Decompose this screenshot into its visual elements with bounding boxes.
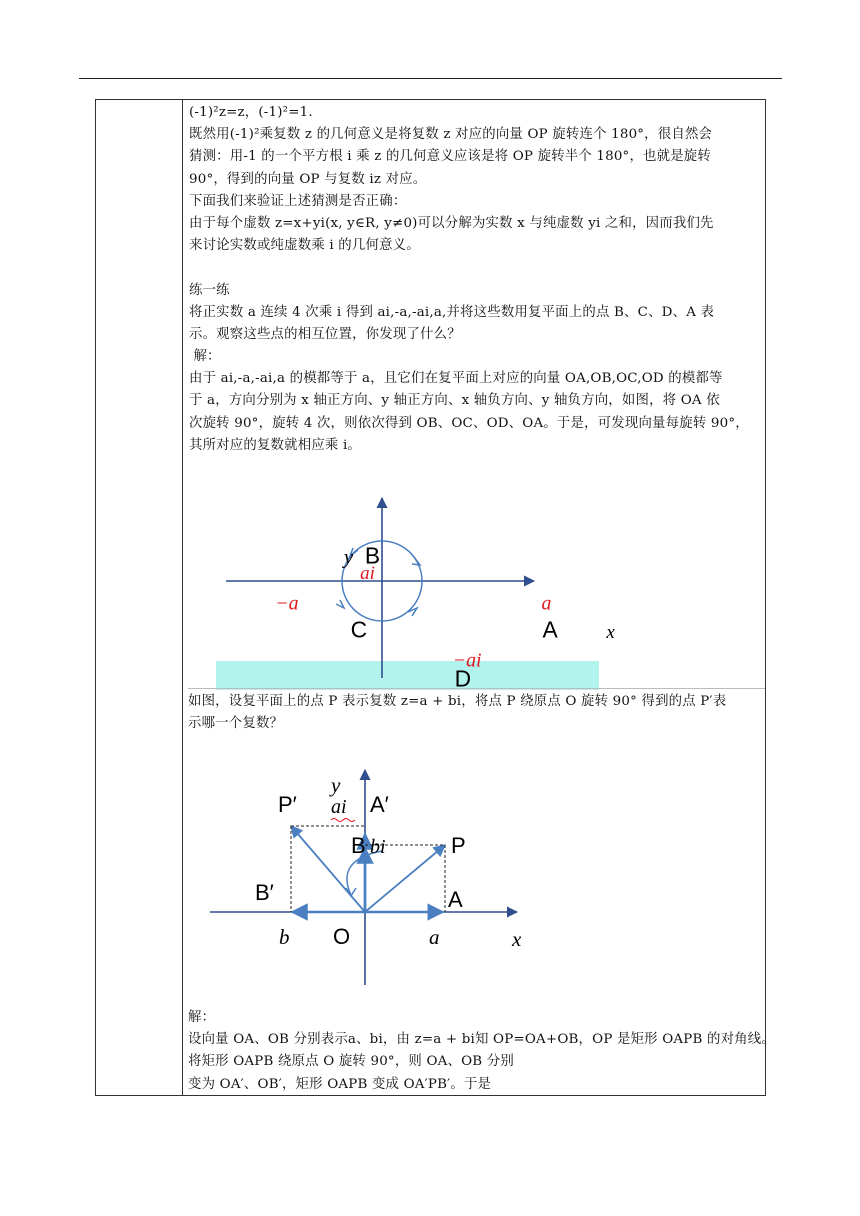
label-b: b [279, 925, 290, 949]
highlight-band [216, 661, 599, 690]
label-P: P [451, 833, 466, 858]
label-ai: ai [360, 563, 375, 585]
text-line: (-1)²z=z，(-1)²=1. [189, 105, 313, 120]
label-a: a [541, 592, 552, 615]
label-O: O [333, 924, 351, 949]
label-C: C [350, 616, 368, 643]
question-block [188, 691, 763, 735]
text-line: 于 a，方向分别为 x 轴正方向、y 轴正方向、x 轴负方向、y 轴负方向，如图，将 OA 依 [189, 393, 720, 409]
text-line: 其所对应的复数就相应乘 i。 [189, 437, 362, 453]
label-y: y [331, 773, 341, 797]
text-line: 由于 ai,-a,-ai,a 的模都等于 a，且它们在复平面上对应的向量 OA,OB,OC,OD 的模都等 [189, 371, 723, 387]
label-D: D [454, 665, 472, 690]
label-neg-a: −a [275, 592, 299, 615]
rotation-figure-1 [216, 478, 636, 690]
section-separator [188, 688, 765, 689]
label-bi: bi [370, 836, 386, 858]
text-line: 设向量 OA、OB 分别表示a、bi，由 z=a + bi知 OP=OA+OB，OP 是矩形 OAPB 的对角线。 [188, 1032, 775, 1048]
wavy-underline [331, 819, 355, 822]
text-line: 既然用(-1)²乘复数 z 的几何意义是将复数 z 对应的向量 OP 旋转连个 180°，很自然会 [189, 127, 713, 143]
text-line: 来讨论实数或纯虚数乘 i 的几何意义。 [189, 238, 420, 254]
section-title: 练一练 [189, 282, 230, 298]
text-line: 将矩形 OAPB 绕原点 O 旋转 90°，则 OA、OB 分别 [188, 1054, 514, 1070]
label-x: x [606, 622, 615, 643]
text-line: 示。观察这些点的相互位置，你发现了什么？ [189, 326, 461, 342]
text-line: 变为 OA′、OB′，矩形 OAPB 变成 OA′PB′。于是 [188, 1076, 492, 1092]
text-line: 示哪一个复数？ [188, 716, 284, 732]
text-line: 猜测：用-1 的一个平方根 i 乘 z 的几何意义应该是将 OP 旋转半个 180°，也就是旋转 [189, 149, 711, 165]
label-B: B [351, 833, 366, 858]
label-P-prime: P′ [278, 792, 297, 817]
rotation-figure-2 [205, 760, 545, 985]
circle-arrow-icon [336, 600, 344, 608]
header-rule [79, 78, 782, 79]
content-cell [189, 102, 764, 457]
label-ai: ai [331, 796, 347, 818]
text-line: 次旋转 90°，旋转 4 次，则依次得到 OB、OC、OD、OA。于是，可发现向量每旋转 90°， [189, 415, 749, 431]
solution-block [188, 1007, 775, 1096]
text-line: 下面我们来验证上述猜测是否正确： [189, 193, 407, 209]
label-B: B [364, 542, 381, 569]
solution-label: 解： [189, 349, 221, 365]
label-y: y [343, 544, 354, 569]
label-A: A [542, 616, 558, 643]
text-line: 90°，得到的向量 OP 与复数 iz 对应。 [189, 171, 427, 187]
label-A-prime: A′ [370, 792, 389, 817]
label-a: a [429, 925, 440, 949]
text-line: 由于每个虚数 z=x+yi(x, y∈R, y≠0)可以分解为实数 x 与纯虚数 yi 之和，因而我们先 [189, 215, 714, 231]
column-divider [182, 100, 183, 1095]
label-A: A [448, 887, 463, 912]
text-line: 将正实数 a 连续 4 次乘 i 得到 ai,-a,-ai,a,并将这些数用复平面上的点 B、C、D、A 表 [189, 304, 715, 320]
label-x: x [512, 927, 522, 951]
text-line: 如图，设复平面上的点 P 表示复数 z=a + bi，将点 P 绕原点 O 旋转 90° 得到的点 P′表 [188, 694, 727, 709]
label-B-prime: B′ [255, 880, 274, 905]
label-neg-ai: −ai [452, 649, 482, 672]
solution-label: 解： [188, 1010, 216, 1025]
